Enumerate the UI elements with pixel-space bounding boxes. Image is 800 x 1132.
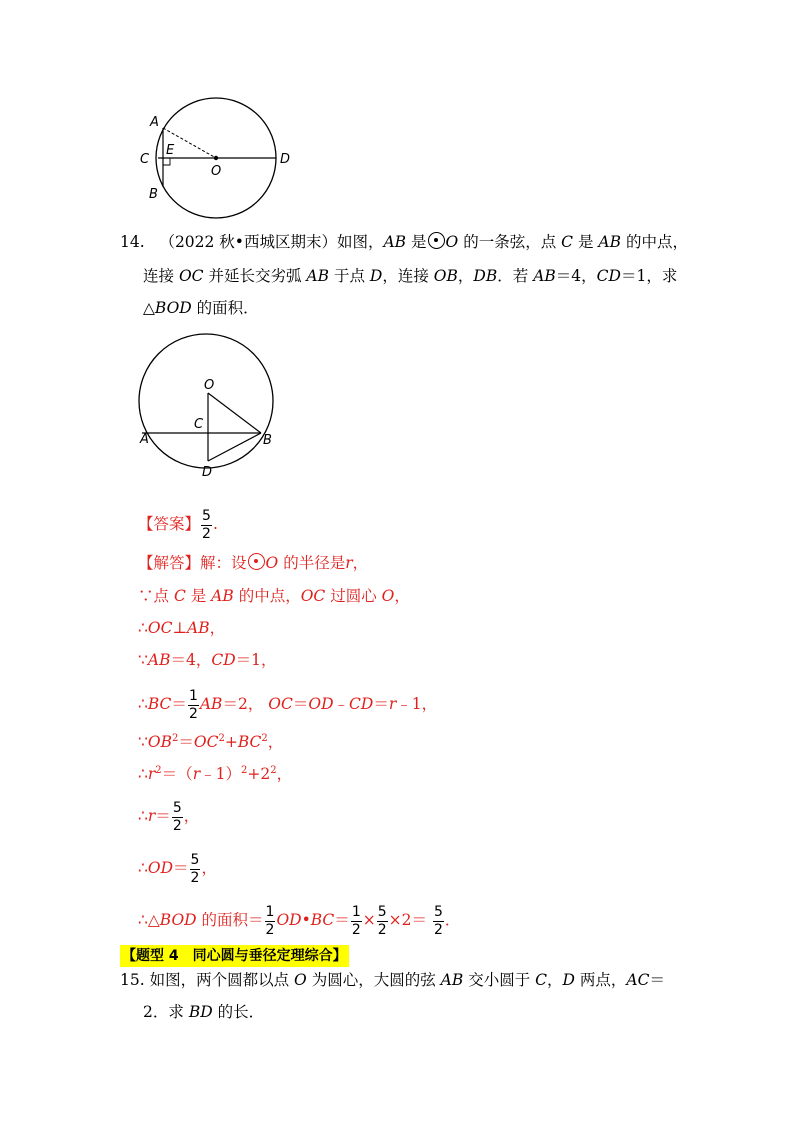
answer-fraction: $\frac{5}{2}$	[202, 507, 211, 542]
solution-line-10: ∴△BOD 的面积＝ $\frac{1}{2}$ OD•BC＝ $\frac{1}{2}$ × $\frac{5}{2}$ ×2＝ $\frac{5}{2}$ ．	[138, 903, 461, 938]
solution-line-7: $\therefore r^2=(r﹣1)^2+2^2$，	[138, 764, 293, 783]
solution-line-6: $\because OB^2=OC^2+BC^2$，	[138, 732, 284, 751]
label-e: E	[166, 143, 175, 158]
solution-line-2: ∵点 C 是 AB 的中点，OC 过圆心 O，	[138, 587, 410, 605]
q14-line3: △BOD 的面积．	[143, 299, 259, 317]
q15-line2: 2．求 BD 的长．	[143, 1003, 265, 1021]
figure-circle-diameter	[130, 90, 310, 225]
label-b: B	[263, 433, 272, 448]
circle-symbol-icon	[428, 232, 445, 249]
right-angle-mark	[163, 158, 170, 165]
q14-line2: 连接 OC 并延长交劣弧 AB 于点 D，连接 OB，DB．若 AB＝4，CD＝1，求	[143, 267, 678, 285]
q15-line1: 15. 如图，两个圆都以点 O 为圆心，大圆的弦 AB 交小圆于 C，D 两点，AC＝	[120, 971, 665, 989]
q14-line1: 14. （2022 秋•西城区期末）如图，AB 是 O 的一条弦，点 C 是 AB 的中点，	[120, 233, 688, 251]
label-o: O	[204, 378, 215, 393]
center-point	[214, 156, 218, 160]
segment-db	[208, 433, 261, 461]
label-a: A	[150, 115, 159, 130]
solution-line-8: ∴r＝ $\frac{5}{2}$ ，	[138, 799, 200, 834]
label-d: D	[202, 465, 213, 480]
answer-line: 【答案】 $\frac{5}{2}$ .	[138, 507, 218, 542]
label-c: C	[194, 417, 204, 432]
label-a: A	[140, 432, 149, 447]
circle-symbol-icon	[248, 553, 265, 570]
solution-line-4: ∵AB＝4，CD＝1，	[138, 651, 277, 669]
label-b: B	[149, 187, 158, 202]
label-o: O	[211, 164, 222, 179]
solution-line-9: ∴OD＝ $\frac{5}{2}$ ，	[138, 851, 217, 886]
segment-ob	[208, 393, 261, 433]
label-d: D	[280, 152, 291, 167]
solution-line-3: ∴OC⊥AB，	[138, 619, 226, 637]
section-heading: 【题型 4 同心圆与垂径定理综合】	[120, 945, 349, 967]
solution-line-1: 【解答】解：设 O 的半径是r，	[138, 554, 369, 572]
label-c: C	[140, 152, 150, 167]
solution-line-5: ∴BC＝ $\frac{1}{2}$ AB＝2， OC＝OD﹣CD＝r﹣1，	[138, 687, 438, 722]
figure-circle-chord	[130, 328, 290, 483]
circle-outline	[139, 334, 273, 468]
